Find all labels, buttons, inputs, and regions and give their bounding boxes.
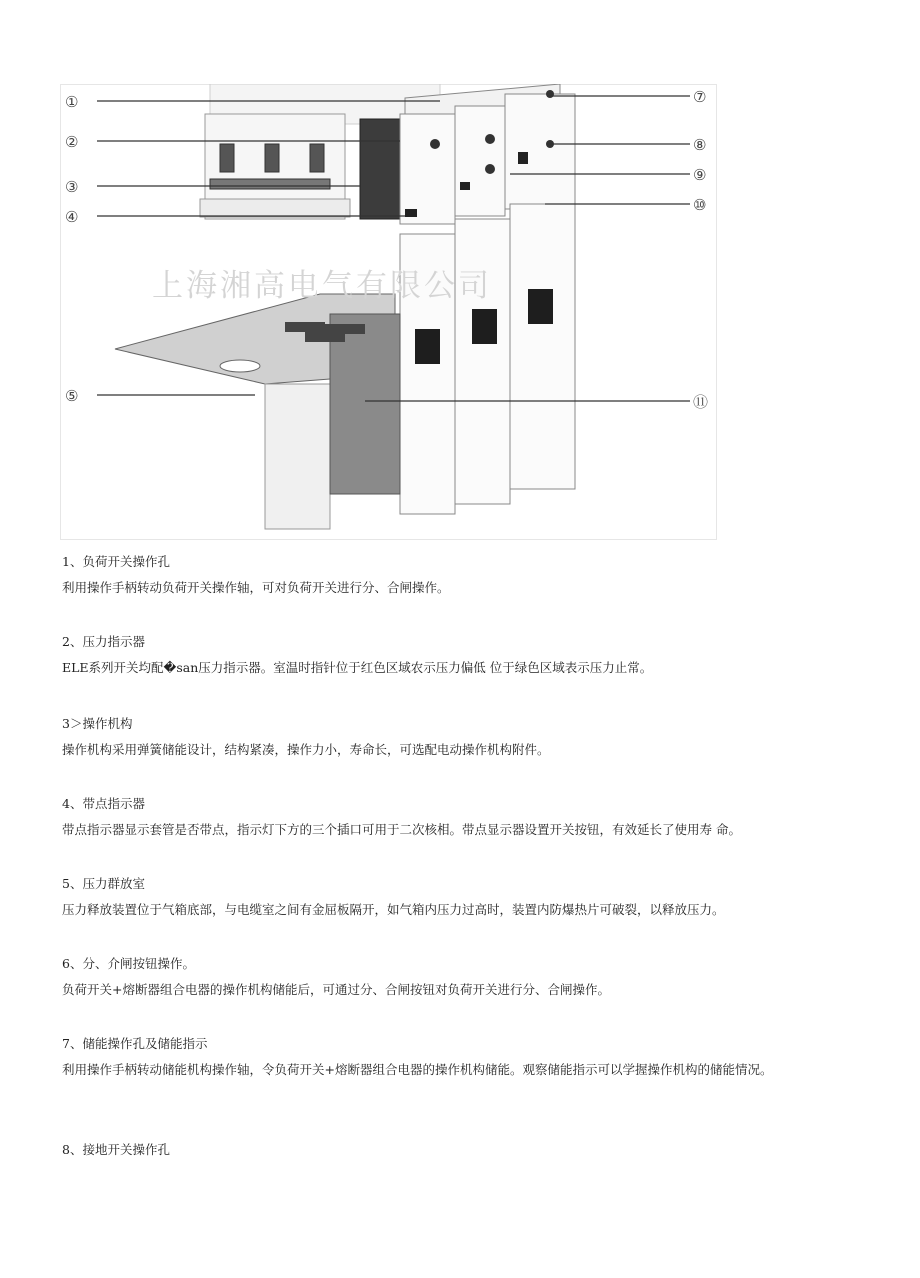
switchgear-drawing (60, 84, 717, 540)
callout-11: ⑪ (693, 393, 709, 411)
watermark: 上海湘高电气有限公司 (152, 268, 492, 304)
callout-3: ③ (65, 178, 79, 196)
callout-5: ⑤ (65, 387, 79, 405)
callout-7: ⑦ (693, 88, 707, 106)
item-description: 利用操作手柄转动储能机构操作轴，令负荷开关+熔断器组合电器的操作机构储能。观察储能指示可以学握操作机构的储能情况。 (62, 1062, 773, 1077)
list-item (62, 632, 862, 678)
list-item (62, 874, 862, 920)
item-description: 负荷开关+熔断器组合电器的操作机构储能后，可通过分、合闸按钮对负荷开关进行分、合闸操作。 (62, 982, 610, 997)
item-heading: 7、储能操作孔及储能指示 (62, 1036, 208, 1051)
callout-10: ⑩ (693, 196, 707, 214)
list-item (62, 714, 862, 760)
item-heading: 3＞操作机构 (62, 716, 133, 731)
item-description: 操作机构采用弹簧储能设计，结构紧凑，操作力小，寿命长，可选配电动操作机构附件。 (62, 742, 550, 757)
list-item (62, 1034, 822, 1080)
callout-4: ④ (65, 208, 79, 226)
switchgear-diagram (60, 84, 717, 540)
item-heading: 4、带点指示器 (62, 796, 145, 811)
list-item (62, 552, 862, 598)
item-description: 压力释放装置位于气箱底部，与电缆室之间有金屈板隔开，如气箱内压力过高时，装置内防爆热片可破裂，以释放压力。 (62, 902, 725, 917)
item-heading: 8、接地开关操作孔 (62, 1142, 170, 1157)
callout-8: ⑧ (693, 136, 707, 154)
item-description: 带点指示器显示套管是否带点，指示灯下方的三个插口可用于二次核相。带点显示器设置开关按钮，有效延长了使用寿 命。 (62, 822, 741, 837)
item-description: 利用操作手柄转动负荷开关操作轴，可对负荷开关进行分、合闸操作。 (62, 580, 450, 595)
list-item (62, 1140, 862, 1160)
callout-2: ② (65, 133, 79, 151)
item-heading: 2、压力指示器 (62, 634, 145, 649)
item-description: ELE系列开关均配�san压力指示器。室温时指针位于红色区域农示压力偏低 位于绿色区域表示压力止常。 (62, 660, 653, 675)
item-heading: 1、负荷开关操作孔 (62, 554, 170, 569)
item-heading: 6、分、介闸按钮操作。 (62, 956, 195, 971)
list-item (62, 954, 862, 1000)
list-item (62, 794, 862, 840)
callout-1: ① (65, 93, 79, 111)
item-heading: 5、压力群放室 (62, 876, 145, 891)
callout-9: ⑨ (693, 166, 707, 184)
